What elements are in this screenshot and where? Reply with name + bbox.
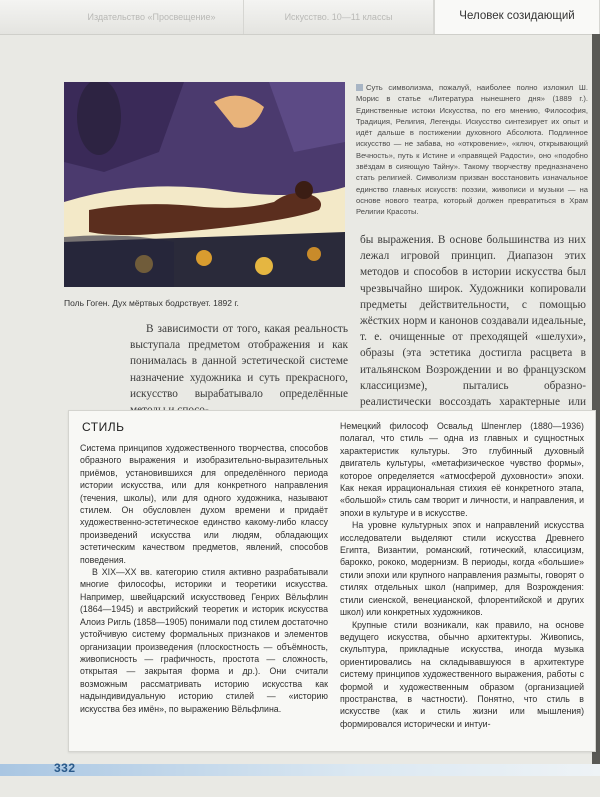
box-paragraph: На уровне культурных эпох и направлений искусства исследователи выделяют стили искусства Древнего Египта, Византии, романский, готический, классицизм, барокко, рококо, модернизм. В периоды, когда «большие» стили эпохи или крупного направления размыты, говорят о стилях отдельных школ (например, для Возрождения: стили сиенской, венецианской, флорентийской и других школ) или конкретных художников.	[340, 520, 584, 618]
page-header	[0, 0, 600, 35]
box-column-left	[80, 442, 328, 715]
sidebar-note-text: Суть символизма, пожалуй, наиболее полно изложил Ш. Морис в статье «Литература нынешнего дня» (1889 г.). Единственные истоки Искусства, по его мнению, Философия, Традиция, Религия, Легенды. Искусство синтезирует их опыт и идёт дальше в постижении духовного Абсолюта. Подлинное искусство — не забава, но «откровение», «ключ, открывающий Вечность», путь к Истине и «правящей Радости», оно «подобно звёздам в сияющую Тайну». Такому творчеству предназначено стать религией. Символизм призван восстановить изначальное единство главных искусств: поэзии, живописи и музыки — на основе нового театра, который должен превратиться в Храм Религии Красоты.	[356, 83, 588, 217]
box-paragraph: Крупные стили возникали, как правило, на основе ведущего искусства, обычно архитектуры. Живопись, скульптура, прикладные искусства, иногда музыка ориентировались на складывавшуюся в архитектуре систему принципов художественного выражения, работы с формой и художественным образом (организацией пространства, в частности). Понятно, что стиль в искусстве (как и стиль жизни или мышления) формировался исторически и интуи-	[340, 619, 584, 729]
footer-band	[0, 764, 600, 776]
painting-image	[64, 82, 345, 287]
box-title: СТИЛЬ	[82, 420, 125, 434]
box-paragraph: Система принципов художественного творчества, способов образного выражения и изобразительно-выразительных приёмов, установившихся для определённого периода истории искусства, или для конкретного направления (течения, школы), или для одного художника, называют стилем. Он обусловлен духом времени и придаёт художественно-эстетическое единство какому-либо классу произведений искусства или людям, обладающих эстетическим качеством предметов, явлений, способов поведения.	[80, 443, 328, 565]
box-paragraph: В XIX—XX вв. категорию стиля активно разрабатывали многие философы, историки и теоретики искусства. Например, швейцарский искусствовед Генрих Вёльфлин (1864—1945) и австрийский теоретик и историк искусства Алоиз Ригль (1858—1905) понимали под стилем достаточно устойчивую систему формальных признаков и элементов организации произведения (плоскостность — объёмность, живописность — графичность, простота — сложность, открытая — закрытая форма и др.). Они считали возможным рассматривать историю искусства как надындивидуальную историю стилей — «историю искусства без имён», по выражению Вёльфлина.	[80, 567, 328, 714]
header-section-1: Издательство «Просвещение»	[60, 0, 244, 34]
page-number: 332	[54, 761, 76, 775]
main-text-left: В зависимости от того, какая реальность выступала предметом отображения и как понималась в данной эстетической системе назначение художника и суть прекрасного, искусство вырабатывало определённые	[130, 323, 348, 400]
sidebar-note	[356, 82, 588, 226]
painting-caption: Поль Гоген. Дух мёртвых бодрствует. 1892 г.	[64, 298, 239, 308]
header-section-2: Искусство. 10—11 классы	[244, 0, 434, 34]
painting-illustration	[64, 82, 345, 287]
box-column-right	[340, 420, 584, 730]
box-paragraph: Немецкий философ Освальд Шпенглер (1880—1936) полагал, что стиль — одна из главных и сущностных характеристик культуры. Это глубинный духовный двигатель культуры, «метафизическое чувство формы», которое определяется «атмосферой духовности» эпохи. Как некая иррациональная стихия её конкретного этапа, «большой» стиль сам творит и личности, и направления, и эпохи в культуре и в искусстве.	[340, 421, 584, 518]
note-marker-icon	[356, 84, 363, 91]
main-text-right: бы выражения. В основе большинства из них лежал игровой принцип. Диапазон этих методов и способов в истории искусства был чрезвычайно широк. Художники копировали предметы действительности, с помощью жёстких норм и канонов создавали идеальные, т. е. очищенные от преходящей «шелухи», образы (эта эстетика достигла расцвета в итальянском Возрождении и во французском классицизме), пытались образно-реалистически воссоздать характерные или	[360, 234, 586, 409]
header-chapter-title: Человек созидающий	[434, 0, 600, 34]
